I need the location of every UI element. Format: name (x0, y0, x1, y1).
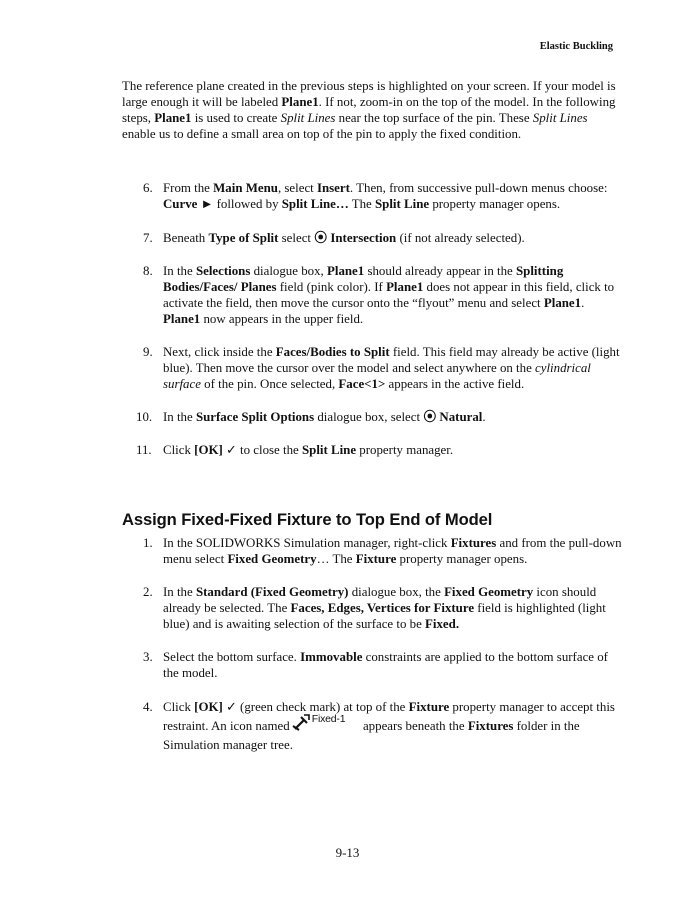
bold-term: Plane1 (163, 312, 201, 326)
fixture-anchor-icon (292, 713, 354, 733)
step-number: 6. (143, 181, 153, 195)
bold-term: [OK] (194, 443, 223, 457)
text: … The (316, 552, 356, 566)
text: property manager to accept this restraint. An icon named (163, 700, 615, 733)
running-header: Elastic Buckling (539, 41, 613, 52)
italic-term: Split Lines (532, 111, 588, 125)
text: does not appear in this field, click to activate the field, then move the cursor onto the “flyout” menu and select (163, 280, 615, 310)
italic-term: cylindrical surface (163, 361, 591, 391)
step-10 (122, 409, 622, 425)
bold-term: Plane1 (154, 111, 192, 125)
text: Next, click inside the (163, 345, 276, 359)
step-number: 3. (143, 650, 153, 664)
text: property manager. (356, 443, 454, 457)
text: Beneath (163, 231, 209, 245)
steps-list-fixture (122, 535, 622, 755)
text: , select (277, 181, 317, 195)
anchor-symbol (292, 713, 310, 731)
text: In the (163, 410, 196, 424)
text: should already appear in the (364, 264, 517, 278)
bold-term: Split Line (375, 197, 430, 211)
bold-term: Split Line (301, 443, 357, 457)
bold-term: Main Menu (213, 181, 278, 195)
step-number: 8. (143, 264, 153, 278)
text: From the (163, 181, 214, 195)
step-number: 9. (143, 345, 153, 359)
step-number: 11. (136, 443, 152, 457)
bold-term: Curve ► (163, 197, 214, 211)
text: The reference plane created in the previous steps is highlighted on your screen. If your model is large enough it will be labeled (122, 79, 616, 109)
text: of the pin. Once selected, (200, 377, 339, 391)
step-7 (122, 230, 622, 246)
bold-term: Split Line… (281, 197, 349, 211)
text: property manager opens. (429, 197, 561, 211)
step-number: 2. (143, 585, 153, 599)
bold-term: Fixed. (425, 617, 460, 631)
bold-term: Face<1> (338, 377, 386, 391)
text: folder in the Simulation manager tree. (163, 719, 580, 752)
text: In the (163, 585, 196, 599)
bold-term: Type of Split (208, 231, 279, 245)
fixture-step-4 (122, 698, 622, 755)
bold-term: Surface Split Options (195, 410, 315, 424)
bold-term: Standard (Fixed Geometry) (195, 585, 349, 599)
fixture-step-3 (122, 649, 622, 681)
text: appears beneath the (359, 719, 468, 733)
step-6 (122, 180, 622, 212)
section-heading: Assign Fixed-Fixed Fixture to Top End of Model (122, 510, 493, 529)
step-number: 7. (143, 231, 153, 245)
text: . Then, from successive pull-down menus choose: (349, 181, 608, 195)
bold-term: Fixed Geometry (227, 552, 317, 566)
step-number: 4. (143, 700, 153, 714)
bold-term: Fixtures (467, 719, 514, 733)
bold-term: Immovable (300, 650, 363, 664)
fixture-icon-label: Fixed-1 (311, 713, 346, 725)
bold-term: Selections (195, 264, 251, 278)
step-number: 10. (136, 410, 153, 424)
text: enable us to define a small area on top of the pin to apply the fixed condition. (122, 127, 522, 141)
text: (if not already selected). (396, 231, 525, 245)
bold-term: Fixtures (450, 536, 497, 550)
text: dialogue box, (250, 264, 327, 278)
bold-term: Fixed Geometry (444, 585, 534, 599)
radio-option-label: ⦿ Intersection (314, 231, 397, 245)
text: near the top surface of the pin. These (335, 111, 533, 125)
text: icon should already be selected. The (163, 585, 597, 615)
text: is used to create (191, 111, 281, 125)
text: dialogue box, the (348, 585, 445, 599)
bold-term: Fixture (408, 700, 450, 714)
text: and from the pull-down menu select (163, 536, 622, 566)
step-8 (122, 263, 622, 327)
fixture-step-2 (122, 584, 622, 632)
text: dialogue box, select (314, 410, 424, 424)
page-number: 9-13 (335, 845, 360, 860)
bold-term: Insert (316, 181, 350, 195)
bold-term: Faces/Bodies to Split (275, 345, 390, 359)
text: followed by (213, 197, 282, 211)
bold-term: Plane1 (386, 280, 424, 294)
text: select (278, 231, 315, 245)
fixture-step-1 (122, 535, 622, 567)
text: property manager opens. (396, 552, 528, 566)
text: . If not, zoom-in on the top of the model. In the following steps, (122, 95, 616, 125)
text: In the SOLIDWORKS Simulation manager, right-click (163, 536, 451, 550)
text: In the (163, 264, 196, 278)
steps-list-split-line (122, 180, 622, 458)
text: field. This field may already be active (light blue). Then move the cursor over the model and select anywhere on the (163, 345, 620, 375)
step-9 (122, 344, 622, 392)
step-number: 1. (143, 536, 153, 550)
text: Select the bottom surface. (163, 650, 301, 664)
text: The (348, 197, 375, 211)
bold-term: Plane1 (281, 95, 319, 109)
text: field (pink color). If (276, 280, 387, 294)
bold-term: Plane1 (326, 264, 365, 278)
bold-term: Faces, Edges, Vertices for Fixture (290, 601, 475, 615)
text: field is highlighted (light blue) and is awaiting selection of the surface to be (163, 601, 606, 631)
text: . (482, 410, 486, 424)
step-11 (122, 442, 622, 458)
text: appears in the active field. (385, 377, 525, 391)
text: now appears in the upper field. (200, 312, 364, 326)
text: ✓ to close the (222, 443, 302, 457)
intro-paragraph (122, 78, 617, 142)
bold-term: Plane1 (543, 296, 582, 310)
text: constraints are applied to the bottom surface of the model. (163, 650, 608, 680)
text: Click (163, 700, 195, 714)
text: ✓ (green check mark) at top of the (222, 700, 409, 714)
bold-term: Fixture (355, 552, 397, 566)
bold-term: [OK] (194, 700, 223, 714)
italic-term: Split Lines (280, 111, 336, 125)
text: Click (163, 443, 195, 457)
text: . (581, 296, 585, 310)
radio-option-label: ⦿ Natural (423, 410, 483, 424)
bold-term: Splitting Bodies/Faces/ Planes (163, 264, 564, 294)
